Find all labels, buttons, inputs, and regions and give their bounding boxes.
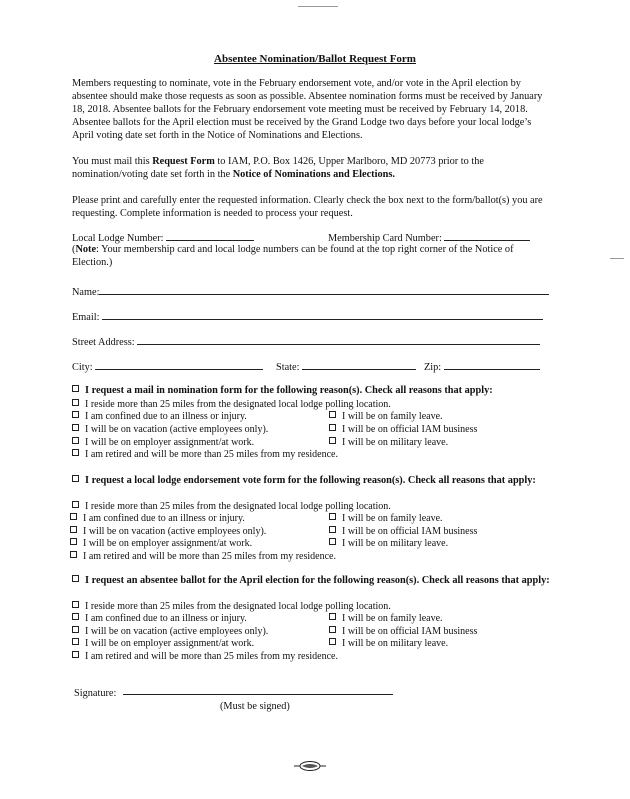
reason-label: I will be on military leave. bbox=[342, 638, 449, 649]
form-title: Absentee Nomination/Ballot Request Form bbox=[214, 53, 416, 65]
reason-checkbox[interactable] bbox=[329, 613, 336, 620]
reason-label: I am retired and will be more than 25 miles from my residence. bbox=[83, 551, 336, 562]
reason-option bbox=[329, 638, 448, 649]
reason-checkbox[interactable] bbox=[72, 626, 79, 633]
union-ornament-icon bbox=[294, 760, 326, 772]
endorsement-checkbox[interactable] bbox=[72, 475, 79, 482]
reason-option bbox=[329, 424, 477, 435]
endorsement-heading-text: I request a local lodge endorsement vote form for the following reason(s). Check all reasons that apply: bbox=[85, 475, 536, 486]
reason-label: I will be on vacation (active employees only). bbox=[85, 424, 269, 435]
city-field[interactable] bbox=[95, 359, 263, 370]
nomination-checkbox[interactable] bbox=[72, 385, 79, 392]
email-label: Email: bbox=[72, 312, 100, 323]
reason-label: I will be on family leave. bbox=[342, 613, 443, 624]
reason-checkbox[interactable] bbox=[72, 601, 79, 608]
reason-option bbox=[70, 538, 252, 549]
local-lodge-field[interactable] bbox=[166, 230, 254, 241]
reason-checkbox[interactable] bbox=[72, 437, 79, 444]
nomination-section-heading bbox=[72, 385, 552, 398]
reason-label: I will be on military leave. bbox=[342, 437, 449, 448]
reason-option bbox=[72, 411, 247, 422]
state-label: State: bbox=[276, 362, 300, 373]
reason-checkbox[interactable] bbox=[70, 526, 77, 533]
nomination-heading-text: I request a mail in nomination form for the following reason(s). Check all reasons that apply: bbox=[85, 385, 493, 396]
reason-label: I will be on vacation (active employees only). bbox=[83, 526, 267, 537]
mail-bold-notice: Notice of Nominations and Elections. bbox=[232, 169, 395, 180]
membership-card-label: Membership Card Number: bbox=[328, 233, 442, 244]
name-label: Name: bbox=[72, 287, 100, 298]
reason-checkbox[interactable] bbox=[329, 638, 336, 645]
reason-label: I will be on official IAM business bbox=[342, 424, 478, 435]
reason-label: I am confined due to an illness or injury. bbox=[85, 613, 247, 624]
zip-row bbox=[424, 359, 540, 373]
reason-checkbox[interactable] bbox=[329, 424, 336, 431]
reason-option bbox=[72, 626, 268, 637]
reason-label: I will be on employer assignment/at work. bbox=[85, 437, 255, 448]
name-field[interactable] bbox=[99, 284, 549, 295]
absentee-heading-text: I request an absentee ballot for the April election for the following reason(s). Check all reasons that apply: bbox=[85, 575, 550, 586]
reason-checkbox[interactable] bbox=[329, 513, 336, 520]
street-label: Street Address: bbox=[72, 337, 135, 348]
local-lodge-label: Local Lodge Number: bbox=[72, 233, 164, 244]
reason-option bbox=[72, 601, 391, 612]
reason-option bbox=[329, 613, 443, 624]
city-label: City: bbox=[72, 362, 93, 373]
reason-option bbox=[70, 551, 336, 562]
reason-option bbox=[72, 638, 254, 649]
street-field[interactable] bbox=[137, 334, 540, 345]
must-be-signed-note: (Must be signed) bbox=[220, 701, 290, 712]
reason-label: I am confined due to an illness or injury. bbox=[85, 411, 247, 422]
reason-option bbox=[329, 411, 443, 422]
signature-label: Signature: bbox=[74, 688, 117, 699]
reason-option bbox=[329, 437, 448, 448]
reason-option bbox=[70, 526, 266, 537]
reason-option bbox=[72, 437, 254, 448]
reason-checkbox[interactable] bbox=[72, 613, 79, 620]
scan-mark bbox=[610, 258, 624, 259]
reason-checkbox[interactable] bbox=[329, 437, 336, 444]
reason-label: I reside more than 25 miles from the designated local lodge polling location. bbox=[85, 601, 391, 612]
reason-label: I will be on family leave. bbox=[342, 513, 443, 524]
reason-label: I will be on employer assignment/at work. bbox=[85, 638, 255, 649]
note-text bbox=[72, 243, 552, 269]
reason-label: I reside more than 25 miles from the designated local lodge polling location. bbox=[85, 399, 391, 410]
reason-checkbox[interactable] bbox=[72, 449, 79, 456]
reason-checkbox[interactable] bbox=[72, 399, 79, 406]
reason-label: I am retired and will be more than 25 miles from my residence. bbox=[85, 651, 338, 662]
mail-text: You must mail this bbox=[72, 156, 153, 167]
street-row bbox=[72, 334, 540, 348]
reason-label: I am confined due to an illness or injury. bbox=[83, 513, 245, 524]
signature-field[interactable] bbox=[123, 694, 393, 695]
reason-checkbox[interactable] bbox=[72, 638, 79, 645]
membership-card-field[interactable] bbox=[444, 230, 530, 241]
reason-checkbox[interactable] bbox=[70, 513, 77, 520]
mail-text: to IAM, P.O. Box 1426, Upper Marlboro, MD 20773 prior to the nomination/voting date set forth in the bbox=[72, 156, 484, 180]
reason-label: I will be on employer assignment/at work. bbox=[83, 538, 253, 549]
reason-option bbox=[72, 424, 268, 435]
note-body: : Your membership card and local lodge numbers can be found at the top right corner of the Notice of Election.) bbox=[72, 244, 514, 268]
endorsement-section-heading bbox=[72, 475, 552, 488]
reason-checkbox[interactable] bbox=[70, 538, 77, 545]
note-label: Note bbox=[75, 244, 97, 255]
reason-checkbox[interactable] bbox=[72, 411, 79, 418]
intro-paragraph: Members requesting to nominate, vote in the February endorsement vote, and/or vote in the April election by absentee should make those requests as soon as possible. Absentee nomination forms must be received by January 18, 2018. Absentee ballots for the February endorsement vote meeting must be received by February 14, 2018. Absentee ballots for the April election must be received by the Grand Lodge two days before your local lodge’s April voting date set forth in the Notice of Nominations and Elections. bbox=[72, 78, 543, 141]
reason-checkbox[interactable] bbox=[329, 538, 336, 545]
reason-label: I reside more than 25 miles from the designated local lodge polling location. bbox=[85, 501, 391, 512]
note-paren: ( bbox=[72, 244, 76, 255]
reason-checkbox[interactable] bbox=[329, 411, 336, 418]
reason-option bbox=[72, 399, 391, 410]
reason-option bbox=[70, 513, 245, 524]
state-row bbox=[276, 359, 416, 373]
reason-option bbox=[72, 651, 338, 662]
city-row bbox=[72, 359, 263, 373]
reason-option bbox=[72, 501, 391, 512]
zip-label: Zip: bbox=[424, 362, 442, 373]
local-lodge-row bbox=[72, 230, 254, 244]
reason-label: I will be on official IAM business bbox=[342, 526, 478, 537]
absentee-checkbox[interactable] bbox=[72, 575, 79, 582]
name-row bbox=[72, 284, 549, 298]
reason-option bbox=[72, 613, 247, 624]
reason-checkbox[interactable] bbox=[72, 424, 79, 431]
mail-bold-request-form: Request Form bbox=[152, 156, 215, 167]
email-row bbox=[72, 309, 543, 323]
reason-option bbox=[329, 526, 477, 537]
print-instructions: Please print and carefully enter the requested information. Clearly check the box next to the form/ballot(s) you are requesting. Complete information is needed to process your request. bbox=[72, 195, 543, 219]
reason-label: I will be on family leave. bbox=[342, 411, 443, 422]
reason-option bbox=[72, 449, 338, 460]
absentee-section-heading bbox=[72, 575, 552, 588]
email-field[interactable] bbox=[102, 309, 543, 320]
reason-checkbox[interactable] bbox=[70, 551, 77, 558]
zip-field[interactable] bbox=[444, 359, 540, 370]
reason-checkbox[interactable] bbox=[329, 626, 336, 633]
reason-option bbox=[329, 513, 443, 524]
reason-label: I will be on vacation (active employees only). bbox=[85, 626, 269, 637]
reason-label: I will be on official IAM business bbox=[342, 626, 478, 637]
state-field[interactable] bbox=[302, 359, 416, 370]
reason-checkbox[interactable] bbox=[329, 526, 336, 533]
reason-option bbox=[329, 538, 448, 549]
reason-label: I am retired and will be more than 25 miles from my residence. bbox=[85, 449, 338, 460]
reason-option bbox=[329, 626, 477, 637]
membership-card-row bbox=[328, 230, 530, 244]
mail-instructions bbox=[72, 155, 552, 181]
reason-checkbox[interactable] bbox=[72, 651, 79, 658]
scan-mark bbox=[298, 6, 338, 7]
reason-checkbox[interactable] bbox=[72, 501, 79, 508]
reason-label: I will be on military leave. bbox=[342, 538, 449, 549]
